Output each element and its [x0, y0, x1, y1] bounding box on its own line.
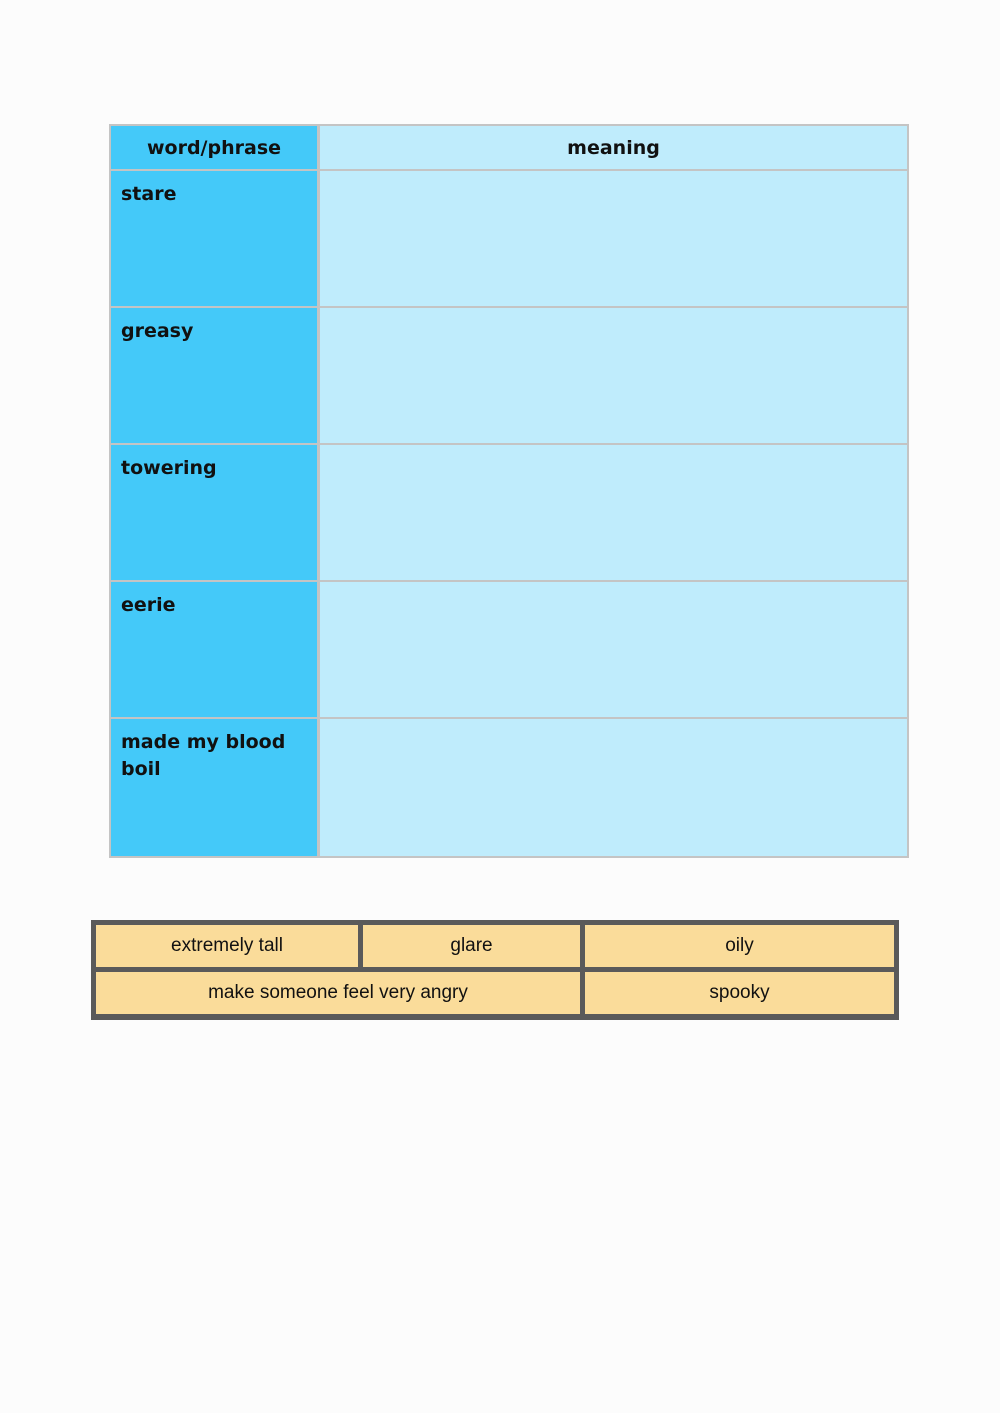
header-word-phrase: word/phrase	[111, 126, 320, 171]
word-cell-stare: stare	[111, 171, 320, 308]
meaning-cell-towering[interactable]	[320, 445, 907, 582]
word-bank-row	[96, 972, 894, 1014]
meaning-cell-eerie[interactable]	[320, 582, 907, 719]
word-cell-eerie: eerie	[111, 582, 320, 719]
word-cell-made-my-blood-boil: made my blood boil	[111, 719, 320, 856]
meaning-cell-greasy[interactable]	[320, 308, 907, 445]
word-cell-towering: towering	[111, 445, 320, 582]
word-bank	[91, 920, 899, 1020]
word-bank-row	[96, 925, 894, 967]
header-meaning: meaning	[320, 126, 907, 171]
meaning-cell-stare[interactable]	[320, 171, 907, 308]
word-cell-greasy: greasy	[111, 308, 320, 445]
word-bank-card[interactable]: spooky	[585, 972, 894, 1014]
vocabulary-table	[109, 124, 909, 858]
word-bank-card[interactable]: oily	[585, 925, 894, 967]
word-bank-card[interactable]: extremely tall	[96, 925, 358, 967]
word-bank-card[interactable]: glare	[363, 925, 580, 967]
meaning-cell-made-my-blood-boil[interactable]	[320, 719, 907, 856]
word-bank-card[interactable]: make someone feel very angry	[96, 972, 580, 1014]
